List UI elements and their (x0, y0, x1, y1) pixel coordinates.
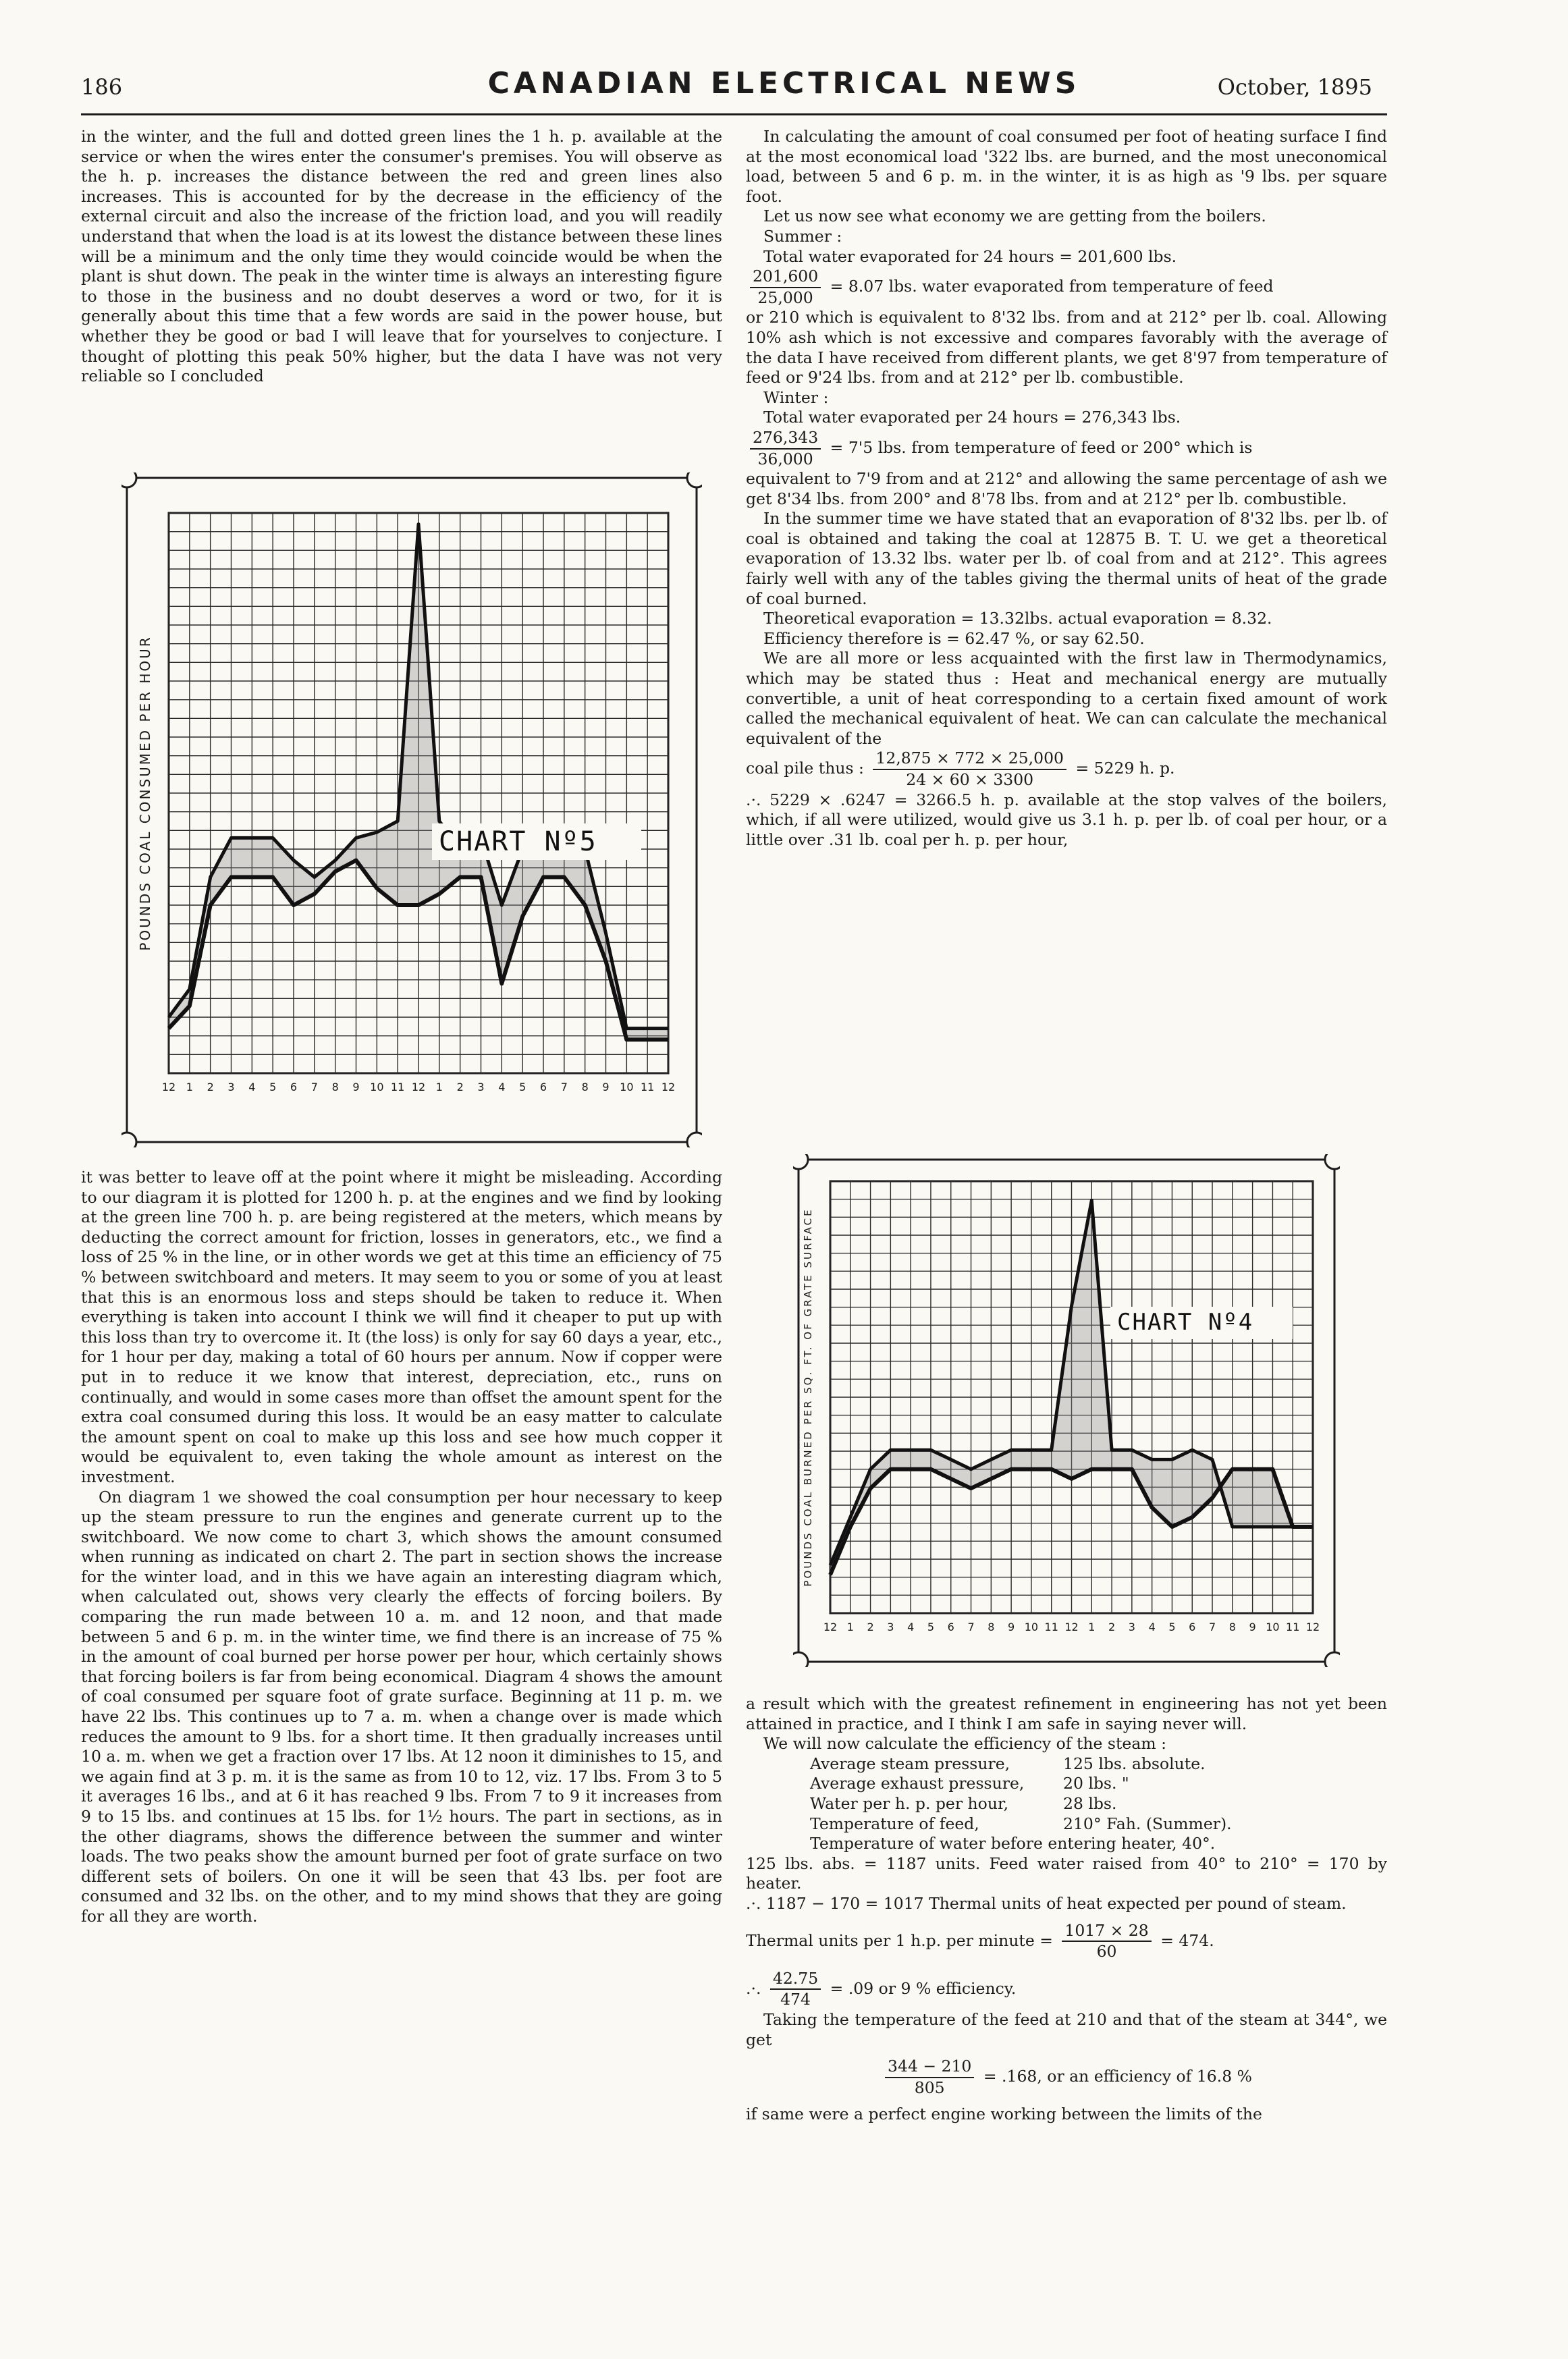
fraction (885, 2057, 974, 2098)
fraction (873, 749, 1066, 790)
chart-5-figure (121, 472, 702, 1147)
x-tick-label: 7 (310, 1081, 318, 1093)
frame-corner-ornament (793, 1154, 808, 1169)
x-tick-label: 1 (1088, 1621, 1096, 1633)
page-header (0, 0, 1568, 142)
table-key: Water per h. p. per hour, (810, 1793, 1009, 1813)
carnot-equation (746, 2057, 1387, 2098)
theoretical-evaporation: Theoretical evaporation = 13.32lbs. actual evaporation = 8.32. (763, 609, 1272, 628)
frame-corner-ornament (687, 472, 702, 487)
x-tick-label: 4 (907, 1621, 915, 1633)
right-paragraph-8: a result which with the greatest refinement in engineering has not yet been attained in practice, and I think I am safe in saying never will. (746, 1694, 1387, 1733)
right-paragraph-4: equivalent to 7'9 from and at 212° and allowing the same percentage of ash we get 8'34 lbs. from 200° and 8'78 lbs. from and at 212° per lb. combustible. (746, 469, 1387, 508)
efficiency-line: Efficiency therefore is = 62.47 %, or say 62.50. (763, 628, 1145, 648)
winter-fraction (746, 428, 1387, 469)
frame-corner-ornament (121, 472, 136, 487)
fraction-result: = .168, or an efficiency of 16.8 % (983, 2067, 1252, 2086)
x-tick-label: 3 (477, 1081, 485, 1093)
numerator: 276,343 (750, 428, 821, 450)
table-row (810, 1834, 1387, 1854)
table-row (810, 1814, 1387, 1835)
table-value: Temperature of water before entering heater, 40°. (810, 1834, 1216, 1853)
numerator: 42.75 (770, 1969, 821, 1990)
x-tick-label: 2 (207, 1081, 214, 1093)
denominator: 36,000 (757, 449, 813, 468)
x-tick-label: 6 (1189, 1621, 1196, 1633)
frame-corner-ornament (121, 1133, 136, 1147)
frame-corner-ornament (793, 1652, 808, 1667)
fraction-result: = 7'5 lbs. from temperature of feed or 200° which is (830, 438, 1253, 457)
y-axis-label: POUNDS COAL BURNED PER SQ. FT. OF GRATE SURFACE (802, 1208, 814, 1587)
right-paragraph-3: or 210 which is equivalent to 8'32 lbs. from and at 212° per lb. coal. Allowing 10% ash which is not excessive and compares favorably with the average of the data I have received from different plants, we get 8'97 from temperature of feed or 9'24 lbs. from and at 212° per lb. combustible. (746, 308, 1387, 387)
x-tick-label: 2 (867, 1621, 874, 1633)
table-value: 210° Fah. (Summer). (1063, 1814, 1232, 1833)
denominator: 24 × 60 × 3300 (906, 770, 1034, 789)
masthead-title: CANADIAN ELECTRICAL NEWS (487, 66, 1081, 101)
x-tick-label: 7 (967, 1621, 975, 1633)
fraction (750, 428, 821, 469)
table-value: 28 lbs. (1063, 1793, 1117, 1813)
right-paragraph-1: In calculating the amount of coal consumed per foot of heating surface I find at the most economical load '322 lbs. are burned, and the most uneconomical load, between 5 and 6 p. m. in the winter, it is as high as '9 lbs. per square foot. (746, 127, 1387, 206)
right-paragraph-11: .·. 1187 − 170 = 1017 Thermal units of heat expected per pound of steam. (746, 1893, 1347, 1913)
chart-4-svg (793, 1154, 1340, 1667)
x-tick-label: 8 (331, 1081, 339, 1093)
fraction (1062, 1921, 1151, 1962)
summer-total: Total water evaporated for 24 hours = 201,600 lbs. (763, 246, 1177, 266)
denominator: 805 (914, 2078, 945, 2097)
therefore-symbol: .·. (746, 1978, 761, 1998)
issue-date: October, 1895 (1217, 74, 1372, 100)
table-row (810, 1774, 1387, 1794)
chart-title: CHART Nº4 (1117, 1309, 1254, 1336)
table-row (810, 1754, 1387, 1774)
equation-label: coal pile thus : (746, 759, 864, 778)
right-paragraph-10: 125 lbs. abs. = 1187 units. Feed water raised from 40° to 210° = 170 by heater. (746, 1853, 1387, 1893)
right-paragraph-9: We will now calculate the efficiency of the steam : (763, 1734, 1167, 1754)
x-tick-label: 3 (887, 1621, 894, 1633)
header-rule (81, 113, 1387, 115)
x-tick-label: 11 (640, 1081, 655, 1093)
steam-data-table (810, 1754, 1387, 1854)
left-column-top (81, 127, 722, 387)
table-key: Average exhaust pressure, (810, 1774, 1025, 1793)
x-tick-label: 8 (1228, 1621, 1236, 1633)
x-tick-label: 6 (290, 1081, 298, 1093)
x-tick-label: 1 (435, 1081, 443, 1093)
fraction-result: = 5229 h. p. (1075, 759, 1175, 778)
x-tick-label: 4 (248, 1081, 256, 1093)
right-paragraph-13: if same were a perfect engine working between the limits of the (746, 2105, 1262, 2124)
numerator: 344 − 210 (885, 2057, 974, 2078)
x-tick-label: 5 (927, 1621, 935, 1633)
x-tick-label: 9 (352, 1081, 360, 1093)
denominator: 474 (780, 1990, 811, 2009)
x-tick-label: 1 (846, 1621, 854, 1633)
denominator: 25,000 (757, 288, 813, 307)
thermal-equation (746, 1921, 1387, 1962)
x-tick-label: 10 (1266, 1621, 1280, 1633)
x-tick-label: 3 (227, 1081, 235, 1093)
x-tick-label: 5 (1168, 1621, 1176, 1633)
chart-4-figure (793, 1154, 1340, 1667)
fraction (750, 267, 821, 308)
x-tick-label: 12 (161, 1081, 176, 1093)
x-tick-label: 9 (602, 1081, 610, 1093)
right-column-top (746, 127, 1387, 850)
right-paragraph-2: Let us now see what economy we are getting from the boilers. (763, 207, 1266, 226)
x-tick-label: 5 (269, 1081, 277, 1093)
left-column-bottom (81, 1168, 722, 1927)
efficiency-equation (746, 1969, 1387, 2010)
table-value: 125 lbs. absolute. (1063, 1754, 1206, 1773)
numerator: 201,600 (750, 267, 821, 288)
x-tick-label: 9 (1008, 1621, 1015, 1633)
numerator: 12,875 × 772 × 25,000 (873, 749, 1066, 770)
summer-fraction (746, 267, 1387, 308)
x-tick-label: 7 (560, 1081, 568, 1093)
frame-corner-ornament (1325, 1154, 1340, 1169)
table-key: Average steam pressure, (810, 1754, 1010, 1773)
table-value: 20 lbs. " (1063, 1774, 1129, 1793)
winter-label: Winter : (763, 387, 829, 407)
x-tick-label: 4 (1148, 1621, 1156, 1633)
x-tick-label: 12 (823, 1621, 838, 1633)
x-tick-label: 11 (1044, 1621, 1058, 1633)
x-tick-label: 12 (1305, 1621, 1320, 1633)
x-tick-label: 2 (1108, 1621, 1116, 1633)
x-tick-label: 11 (390, 1081, 405, 1093)
x-tick-label: 4 (498, 1081, 506, 1093)
table-row (810, 1794, 1387, 1814)
winter-total: Total water evaporated per 24 hours = 276,343 lbs. (763, 408, 1181, 427)
x-tick-label: 1 (186, 1081, 193, 1093)
chart-5-svg (121, 472, 702, 1147)
left-paragraph-1: in the winter, and the full and dotted green lines the 1 h. p. available at the service or when the wires enter the consumer's premises. You will observe as the h. p. increases the distance between the red and green lines also increases. This is accounted for by the decrease in the efficiency of the external circuit and also the increase of the friction load, and you will readily understand that when the load is at its lowest the distance between these lines will be a minimum and the only time they would coincide would be when the plant is shut down. The peak in the winter time is always an interesting figure to those in the business and no doubt deserves a word or two, for it is generally about this time that a few words are said in the power house, but whether they be good or bad I will leave that for yourselves to conjecture. I thought of plotting this peak 50% higher, but the data I have was not very reliable so I concluded (81, 127, 722, 386)
page-number: 186 (81, 74, 123, 100)
table-key: Temperature of feed, (810, 1814, 979, 1833)
x-tick-label: 7 (1208, 1621, 1216, 1633)
x-tick-label: 8 (581, 1081, 589, 1093)
numerator: 1017 × 28 (1062, 1921, 1151, 1943)
right-paragraph-5: In the summer time we have stated that an evaporation of 8'32 lbs. per lb. of coal is obtained and taking the coal at 12875 B. T. U. we get a theoretical evaporation of 13.32 lbs. water per lb. of coal from and at 212°. This agrees fairly well with any of the tables giving the thermal units of heat of the grade of coal burned. (746, 509, 1387, 608)
coal-pile-equation (746, 749, 1387, 790)
denominator: 60 (1096, 1942, 1117, 1961)
x-tick-label: 5 (519, 1081, 526, 1093)
x-tick-label: 12 (411, 1081, 426, 1093)
right-paragraph-12: Taking the temperature of the feed at 210 and that of the steam at 344°, we get (746, 2009, 1387, 2049)
frame-corner-ornament (687, 1133, 702, 1147)
x-tick-label: 10 (370, 1081, 384, 1093)
fraction-result: = 8.07 lbs. water evaporated from temperature of feed (830, 277, 1274, 296)
x-tick-label: 2 (456, 1081, 464, 1093)
x-tick-label: 12 (661, 1081, 676, 1093)
right-column-bottom (746, 1694, 1387, 2125)
fraction (770, 1969, 821, 2010)
frame-corner-ornament (1325, 1652, 1340, 1667)
right-paragraph-6: We are all more or less acquainted with the first law in Thermodynamics, which may be stated thus : Heat and mechanical energy are mutually convertible, a unit of heat corresponding to a certain fixed amount of work called the mechanical equivalent of heat. We can can calculate the mechanical equivalent of the (746, 649, 1387, 748)
right-paragraph-7: .·. 5229 × .6247 = 3266.5 h. p. available at the stop valves of the boilers, which, if all were utilized, would give us 3.1 h. p. per lb. of coal per hour, or a little over .31 lb. coal per h. p. per hour, (746, 790, 1387, 849)
x-tick-label: 6 (539, 1081, 547, 1093)
fraction-result: = .09 or 9 % efficiency. (830, 1978, 1017, 1998)
x-tick-label: 6 (947, 1621, 954, 1633)
left-paragraph-2: it was better to leave off at the point where it might be misleading. According to our diagram it is plotted for 1200 h. p. at the engines and we find by looking at the green line 700 h. p. are being registered at the meters, which means by deducting the correct amount for friction, losses in generators, etc., we find a loss of 25 % in the line, or in other words we get at this time an efficiency of 75 % between switchboard and meters. It may seem to you or some of you at least that this is an enormous loss and steps should be taken to reduce it. When everything is taken into account I think we will find it cheaper to put up with this loss than try to overcome it. It (the loss) is only for say 60 days a year, etc., for 1 hour per day, making a total of 60 hours per annum. Now if copper were put in to reduce it we know that interest, depreciation, etc., runs on continually, and would in some cases more than offset the amount spent for the extra coal consumed during this loss. It would be an easy matter to calculate the amount spent on coal to make up this loss and see how much copper it would be equivalent to, even taking the whole amount as interest on the investment. (81, 1168, 722, 1486)
x-tick-label: 8 (988, 1621, 995, 1633)
x-tick-label: 9 (1249, 1621, 1256, 1633)
x-tick-label: 3 (1128, 1621, 1135, 1633)
equation-label: Thermal units per 1 h.p. per minute = (746, 1930, 1053, 1950)
chart-title: CHART Nº5 (439, 826, 597, 857)
y-axis-label: POUNDS COAL CONSUMED PER HOUR (137, 635, 153, 951)
x-tick-label: 10 (1024, 1621, 1039, 1633)
summer-label: Summer : (763, 226, 842, 246)
fraction-result: = 474. (1160, 1930, 1214, 1950)
left-paragraph-3: On diagram 1 we showed the coal consumption per hour necessary to keep up the steam pressure to run the engines and generate current up to the switchboard. We now come to chart 3, which shows the amount consumed when running as indicated on chart 2. The part in section shows the increase for the winter load, and in this we have again an interesting diagram which, when calculated out, shows very clearly the effects of forcing boilers. By comparing the run made between 10 a. m. and 12 noon, and that made between 5 and 6 p. m. in the winter time, we find there is an increase of 75 % in the amount of coal burned per horse power per hour, which certainly shows that forcing boilers is far from being economical. Diagram 4 shows the amount of coal consumed per square foot of grate surface. Beginning at 11 p. m. we have 22 lbs. This continues up to 7 a. m. when a change over is made which reduces the amount to 9 lbs. for a short time. It then gradually increases until 10 a. m. when we get a fraction over 17 lbs. At 12 noon it diminishes to 15, and we again find at 3 p. m. it is the same as from 10 to 12, viz. 17 lbs. From 3 to 5 it averages 16 lbs., and at 6 it has reached 9 lbs. From 7 to 9 it increases from 9 to 15 lbs. and continues at 15 lbs. for 1½ hours. The part in sections, as in the other diagrams, shows the difference between the summer and winter loads. The two peaks show the amount burned per foot of grate surface on two different sets of boilers. On one it will be seen that 43 lbs. per foot are consumed and 32 lbs. on the other, and to my mind shows that they are going for all they are worth. (81, 1487, 722, 1926)
x-tick-label: 10 (620, 1081, 634, 1093)
x-tick-label: 12 (1064, 1621, 1079, 1633)
x-tick-label: 11 (1286, 1621, 1300, 1633)
